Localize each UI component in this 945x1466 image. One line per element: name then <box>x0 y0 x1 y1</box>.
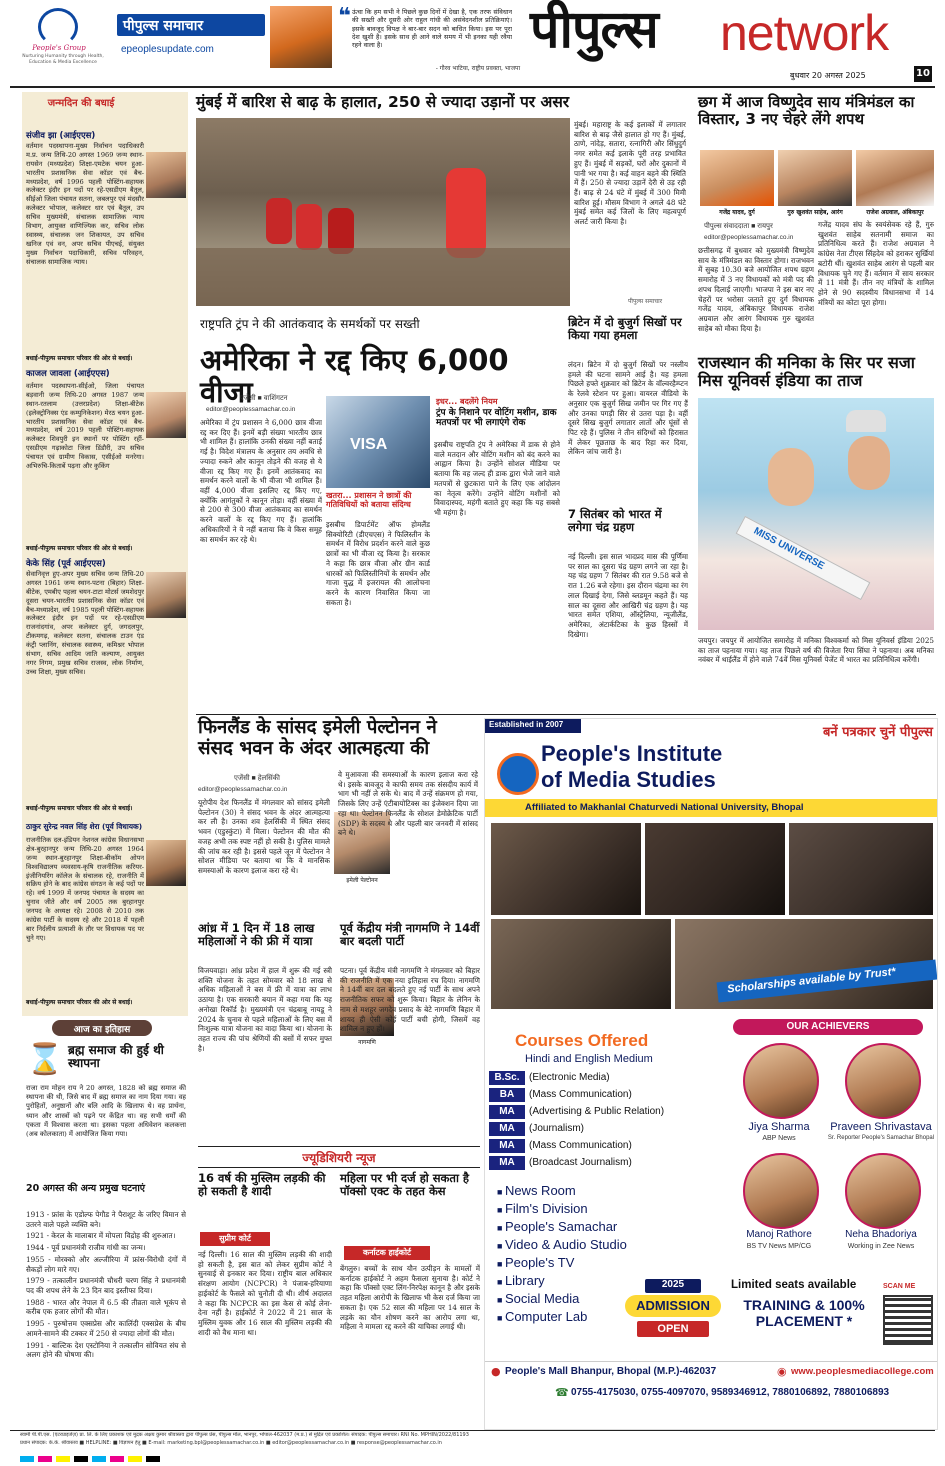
color-swatch <box>92 1456 106 1462</box>
join-call-text: बनें पत्रकार चुनें पीपुल्स <box>823 725 933 740</box>
trump-headline: अमेरिका ने रद्द किए 6,000 वीजा <box>200 343 509 410</box>
birthday-footer: बधाई-पीपुल्स समाचार परिवार की ओर से बधाई। <box>26 545 133 552</box>
facility-item: ■ Social Media <box>497 1291 707 1306</box>
crown-shape <box>846 410 886 432</box>
person-photo <box>146 840 186 886</box>
course-row <box>489 1071 729 1088</box>
course-row <box>489 1156 729 1173</box>
miss-universe-text: जयपुर। जयपुर में आयोजित समारोह में मनिका विश्वकर्मा को मिस यूनिवर्स इंडिया 2025 का ताज पहनाया गया। यह ताज पिछले वर्ष की विजेता रिया सिंघा ने पहनाया। अब मनिका नवंबर में थाईलैंड में होने वाले 74वें मिस यूनिवर्स पेजेंट में भारत का प्रतिनिधित्व करेंगी। <box>698 636 934 665</box>
history-header <box>52 1020 152 1036</box>
finland-headline: फिनलैंड के सांसद इमेली पेल्टोनन ने संसद भवन के अंदर आत्महत्या की <box>198 717 437 759</box>
phone-numbers[interactable]: 0755-4175030, 0755-4097070, 9589346912, 7880106892, 7880106893 <box>571 1387 890 1398</box>
affiliation-text: Affiliated to Makhanlal Chaturvedi National University, Bhopal <box>525 802 804 813</box>
miss-universe-headline: राजस्थान की मनिका के सिर पर सजा मिस यूनिवर्स इंडिया का ताज <box>698 353 915 390</box>
cabinet-text-continued: गजेंद्र यादव संघ के स्वयंसेवक रहे हैं, गुरु खुशवंत साहेब सतनामी समाज का प्रतिनिधित्व करते हैं। राजेश अग्रवाल ने कांग्रेस नेता टीएस सिंहदेव को हराकर सुर्खियां बटोरी थीं। खुशवंत साहेब आरंग से पहली बार विधायक चुने गए हैं। वर्तमान में साय सरकार में 11 मंत्री हैं। तीन नए मंत्रियों के शामिल होने से 90 सदस्यीय विधानसभा में 14 मंत्रियों का कोटा पूरा होगा। <box>818 220 934 307</box>
course-title: (Electronic Media) <box>529 1072 610 1083</box>
judiciary-banner <box>198 1146 480 1168</box>
limited-seats: Limited seats available <box>731 1279 857 1291</box>
course-degree: BA <box>489 1088 525 1102</box>
birthday-person-name: संजीव झा (आईएएस) <box>26 131 96 141</box>
birthday-person-name: काजल जावला (आईएएस) <box>26 369 110 379</box>
color-swatch <box>128 1456 142 1462</box>
event-item: 1913 - फ्रांस के एडोल्फ पेगौड ने पैराशूट के जरिए विमान से उतरने वाले पहले व्यक्ति बने। <box>26 1210 186 1229</box>
mumbai-headline: मुंबई में बारिश से बाढ़ के हालात, 250 से ज्यादा उड़ानों पर असर <box>196 93 570 111</box>
achiever-role: BS TV News MP/CG <box>746 1243 812 1250</box>
andhra-text: विजयवाड़ा। आंध्र प्रदेश में हाल में शुरू की गई स्त्री शक्ति योजना के तहत सोमवार को 18 लाख से अधिक महिलाओं ने बस में फ्री में यात्रा का लाभ उठाया है। एक सरकारी बयान में कहा गया कि यह अनोखा रिकॉर्ड है। मुख्यमंत्री एन चंद्रबाबू नायडू ने 2024 के चुनाव से पहले महिलाओं के लिए बस में निःशुल्क यात्रा योजना का वादा किया था। योजना के तहत राज्य की पांच श्रेणियों की बसों में सफर मुफ्त है। <box>198 966 332 1053</box>
trump-side-text: इसबीच राष्ट्रपति ट्रंप ने अमेरिका में डाक से होने वाले मतदान और वोटिंग मशीन को बंद करने का आह्वान किया है। उन्होंने सोशल मीडिया पर बताया कि वह जल्द ही डाक द्वारा भेजे जाने वाले मतपत्रों से छुटकारा पाने के लिए एक आंदोलन का नेतृत्व करेंगे। उन्होंने वोटिंग मशीनों को विवादास्पद, महंगी बताते हुए कहा कि यह सबसे भी महंगा है। <box>434 440 560 518</box>
quote-text: ऊंचा कि हम सभी ने पिछले कुछ दिनों में देखा है, एक तरफ संविधान की सख्ती और दूसरी ओर राहुल गांधी की असंवेदनशील प्रतिक्रियाएं। इसके बावजूद विपक्ष ने बार-बार सदन को बाधित किया। इस पर पूरा देश खुशी है। इसके साथ ही आने वाले समय में भी इनका यही रवैया रहने वाला है। <box>352 8 512 50</box>
face-shape <box>848 436 890 490</box>
facility-item: ■ Video & Audio Studio <box>497 1237 707 1252</box>
course-title: (Mass Communication) <box>529 1089 632 1100</box>
camera-photo <box>789 823 933 915</box>
masthead-rule <box>10 86 935 88</box>
history-title: ब्रह्म समाज की हुई थी स्थापना <box>68 1043 164 1071</box>
pocso-headline: महिला पर भी दर्ज हो सकता है पॉक्सो एक्ट के तहत केस <box>340 1171 470 1198</box>
paper-name-badge <box>117 14 265 36</box>
peoples-group-logo <box>38 8 78 46</box>
footer-imprint: स्वामी पी.पी.एस. (एंटरप्राइजेज़) प्रा. लि. के लिए प्रकाशक एवं मुद्रक अक्षय कुमार श्रीवास्तव द्वारा पीपुल्स प्रेस, पीपुल्स मॉल, भानपुर, भोपाल-462037 (म.प्र.) से मुद्रित एवं प्रकाशित। संपादक: पीपुल्स समाचार। RNI No. MPHIN/2022/81193 <box>20 1432 469 1438</box>
website-link[interactable]: epeoplesupdate.com <box>121 44 214 55</box>
achiever-role: Working in Zee News <box>847 1243 915 1250</box>
color-swatch <box>20 1456 34 1462</box>
phone-bar <box>485 1383 937 1405</box>
muslim-marriage-text: नई दिल्ली। 16 साल की मुस्लिम लड़की की शादी हो सकती है, इस बात को लेकर सुप्रीम कोर्ट ने सुनवाई से इनकार कर दिया। राष्ट्रीय बाल अधिकार संरक्षण आयोग (NCPCR) ने पंजाब-हरियाणा हाईकोर्ट के फैसले को चुनौती दी थी। शीर्ष अदालत ने कहा कि NCPCR का इस केस से कोई लेना-देना नहीं है। हाईकोर्ट ने 2022 में 21 साल के मुस्लिम युवक और 16 साल की मुस्लिम लड़की की शादी को वैध माना था। <box>198 1250 332 1337</box>
muslim-marriage-headline: 16 वर्ष की मुस्लिम लड़की की हो सकती है शादी <box>198 1171 326 1198</box>
admission-badge[interactable] <box>625 1279 721 1349</box>
trump-text: अमेरिका में ट्रंप प्रशासन ने 6,000 छात्र वीजा रद्द कर दिए हैं। इनमें बड़ी संख्या भारतीय छात्र भी शामिल हैं। हालांकि उनकी संख्या नहीं बताई गई है। विदेश मंत्रालय के अनुसार तय अवधि से ज्यादा रुकने और कानून तोड़ने की वजह से ये वीजा रद्द किए गए हैं। इनमें आतंकवाद का समर्थन करने वालों के भी वीजा भी शामिल हैं। वहीं 4,000 वीजा इसलिए रद्द किए गए, क्योंकि आगंतुकों ने कानून तोड़ा। वहीं संख्या में से 200 से 300 वीजा आतंकवाद का समर्थन करने वालों के रद्द किए गए हैं। हालांकि अधिकारियों ने ये नहीं बताया कि वे किस समूह का समर्थन कर रहे थे। <box>200 418 322 544</box>
events-header: 20 अगस्त की अन्य प्रमुख घटनाएं <box>26 1183 146 1194</box>
visa-photo <box>326 396 430 488</box>
birthday-footer: बधाई-पीपुल्स समाचार परिवार की ओर से बधाई। <box>26 999 133 1006</box>
masthead <box>0 0 945 88</box>
course-row <box>489 1122 729 1139</box>
karnataka-hc-label-text: कर्नाटक हाईकोर्ट <box>362 1248 412 1257</box>
address-bar <box>485 1361 937 1384</box>
minister-caption: गजेंद्र यादव, दुर्ग <box>719 209 755 216</box>
institute-name-line1: People's Institute <box>541 741 723 766</box>
event-item: 1995 - पुरुषोत्तम एक्सप्रेस और कालिंदी एक्सप्रेस के बीच आमने-सामने की टक्कर में 250 से ज्यादा लोगों की मौत। <box>26 1319 186 1338</box>
courses-subheader: Hindi and English Medium <box>525 1053 653 1065</box>
courses-header: Courses Offered <box>515 1031 649 1050</box>
course-title: (Advertising & Public Relation) <box>529 1106 665 1117</box>
trump-warning-kicker: खतरा... प्रशासन ने छात्रों की गतिविधियों को बताया संदिग्ध <box>326 491 412 509</box>
quote-author: - गौरव भाटिया, राष्ट्रीय प्रवक्ता, भाजपा <box>435 65 520 72</box>
minister-photo <box>856 150 934 206</box>
event-item: 1979 - तत्कालीन प्रधानमंत्री चौधरी चरण सिंह ने प्रधानमंत्री पद की शपथ लेने के 23 दिन बाद इस्तीफा दिया। <box>26 1276 186 1296</box>
training-placement: TRAINING & 100% PLACEMENT * <box>743 1297 865 1330</box>
course-title: (Broadcast Journalism) <box>529 1157 632 1168</box>
footer-contact: प्रधान संपादक: के.के. श्रीवास्तव ■ HELPLINE: ■ विज्ञापन हेतु ■ E-mail: marketing.bpl@peoplessamachar.co.in ■ editor@peoplessamachar.co.in ■ response@peoplessamachar.co.in <box>20 1440 442 1446</box>
supreme-court-label-text: सुप्रीम कोर्ट <box>219 1234 251 1243</box>
birthday-footer: बधाई-पीपुल्स समाचार परिवार की ओर से बधाई। <box>26 355 133 362</box>
face-shape <box>768 448 814 506</box>
course-list <box>489 1071 729 1173</box>
achiever-role: Sr. Reporter People's Samachar Bhopal <box>827 1135 935 1141</box>
course-degree: MA <box>489 1139 525 1153</box>
facility-item: ■ People's Samachar <box>497 1219 707 1234</box>
globe-icon: ◉ <box>777 1365 787 1378</box>
established-text: Established in 2007 <box>489 720 564 729</box>
finland-byline: एजेंसी ■ हेलसिंकी <box>234 775 280 782</box>
finland-text: यूरोपीय देश फिनलैंड में मंगलवार को सांसद इमेली पेल्टोनन (30) ने संसद भवन के अंदर आत्महत्या कर ली है। उनका शव हेलसिंकी में स्थित संसद भवन (एडुस्कुंटा) में मिला। पेल्टोनन की मौत की वजह अभी तक स्पष्ट नहीं हो सकी है। पुलिस मामले की जांच कर रही है। इससे पहले जून में पेल्टोनन ने सोशल मीडिया पर बताया था कि वे मानसिक समस्याओं के कारण इलाज करा रहे थे। <box>198 798 330 876</box>
birthday-person-text: सेवानिवृत्त हुए-अपर मुख्य सचिव जन्म तिथि-20 अगस्त 1961 जन्म स्थान-पटना (बिहार) शिक्षा-बीटेक, एमबीए पहला चयन-टाटा मोटर्स जमशेदपुर दूसरा चयन-भारतीय प्रशासनिक सेवा कॉडर एवं बैच-मध्यप्रदेश, वर्ष 1985 पहली पोस्टिंग-सहायक कलेक्टर इंदौर इन पदों पर रहे-एसडीएम राजनांदगांव, अपर कलेक्टर दुर्ग, जगदलपुर, टीकमगढ़, कलेक्टर सतना, संचालक टाउन एंड कंट्री प्लानिंग, संचालक स्वास्थ्य, कमिश्नर भोपाल संभाग, सचिव आदिम जाति कल्याण, आयुक्त नगर निगम, प्रमुख सचिव राजस्व, लोक निर्माण, उच्च शिक्षा, मुख्य सचिव। <box>26 570 144 676</box>
achiever-photo <box>845 1043 921 1119</box>
achievers-header-text: OUR ACHIEVERS <box>786 1021 870 1032</box>
achiever-name: Manoj Rathore <box>746 1229 812 1240</box>
paper-name: पीपुल्स समाचार <box>123 18 204 34</box>
course-degree: MA <box>489 1156 525 1170</box>
facility-item: ■ Library <box>497 1273 707 1288</box>
admission-open: OPEN <box>637 1321 709 1337</box>
color-swatch <box>146 1456 160 1462</box>
achiever-name: Neha Bhadoriya <box>845 1229 917 1240</box>
history-text: राजा राम मोहन राय ने 20 अगस्त, 1828 को ब्रह्म समाज की स्थापना की थी, जिसे बाद में ब्रह्म समाज का नाम दिया गया। वह पुरोहितों, अनुष्ठानों और बलि आदि के खिलाफ थे। वह प्रार्थना, ध्यान और शास्त्रों को पढ़ने पर केंद्रित था। वह सभी धर्मों की एकता में विश्वास करता था। इसका पहला अधिवेशन कलकत्ता (अब कोलकाता) में आयोजित किया गया। <box>26 1084 186 1138</box>
achiever-role: ABP News <box>762 1135 796 1142</box>
events-section <box>22 1182 188 1432</box>
birthday-person-text: राजनीतिक दल-इंडियन नेशनल कांग्रेस विधानसभा क्षेत्र-बुरहानपुर जन्म तिथि-20 अगस्त 1964 जन्म स्थान-बुरहानपुर शिक्षा-बीकॉम ओपन विश्वविद्यालय व्यवसाय-कृषि राजनीतिक करियर-इंजीनियरिंग कॉलेज के संचालक रहे, राजनीति में सक्रिय होने के बाद कांग्रेस संगठन के कई पदों पर रहे। वर्ष 1999 में जनपद पंचायत के सदस्य का चुनाव जीते और वर्ष 2005 तक बुरहानपुर जनपद के अध्यक्ष रहे। 2008 से 2010 तक कांग्रेस पार्टी के सदस्य रहे और 2018 में पहली बार निर्दलीय प्रत्याशी के तौर पर विधायक पद पर चुने गए। <box>26 836 144 942</box>
eclipse-text: नई दिल्ली। इस साल भादप्रद मास की पूर्णिमा पर साल का दूसरा चंद्र ग्रहण लगने जा रहा है। यह चंद्र ग्रहण 7 सितंबर की रात 9.58 बजे से रात 1.26 बजे रहेगा। इस दौरान चंद्रमा का रंग लाल दिखाई देगा, जिसे ब्लडमून कहते हैं। यह साल का दूसरा और आखिरी चंद्र ग्रहण है। यह भारत समेत एशिया, ऑस्ट्रेलिया, न्यूजीलैंड, अमेरिका, अंटार्कटिका के कुछ हिस्सों में दिखेगा। <box>568 552 688 639</box>
sash-text: MISS UNIVERSE <box>751 525 827 573</box>
achiever-name: Praveen Shrivastava <box>830 1121 932 1133</box>
person-photo <box>146 572 186 618</box>
institute-name-line2: of Media Studies <box>541 767 716 792</box>
trump-side-headline: ट्रंप के निशाने पर वोटिंग मशीन, डाक मतपत्रों पर भी लगाएंगे रोक <box>436 408 557 429</box>
bihar-photo-caption: नागमणि <box>358 1039 376 1046</box>
color-swatch <box>38 1456 52 1462</box>
finland-photo-caption: इमेली पेल्टोनन <box>346 877 378 884</box>
trump-byline: एजेंसी ■ वाशिंगटन <box>240 395 288 402</box>
institute-logo <box>497 753 539 795</box>
print-color-bar <box>20 1447 320 1453</box>
course-title: (Mass Communication) <box>529 1140 632 1151</box>
gas-cylinder-shape <box>296 204 322 250</box>
studio-photo <box>491 823 641 915</box>
hourglass-icon: ⌛ <box>26 1042 64 1077</box>
eclipse-headline: 7 सितंबर को भारत में लगेगा चंद्र ग्रहण <box>568 507 662 534</box>
visa-text-shape: VISA <box>350 436 388 453</box>
facility-item: ■ Film's Division <box>497 1201 707 1216</box>
achiever-photo <box>845 1153 921 1229</box>
quote-mark-icon: ❝ <box>338 4 351 29</box>
masthead-title-hindi: पीपुल्स <box>530 0 658 60</box>
scan-label: SCAN ME <box>883 1283 916 1290</box>
minister-photo <box>700 150 774 206</box>
event-item: 1991 - बाल्टिक देश एस्टोनिया ने तत्कालीन सोवियत संघ से अलग होने की घोषणा की। <box>26 1340 186 1360</box>
trump-email: editor@peoplessamachar.co.in <box>206 406 296 413</box>
event-item: 1988 - भारत और नेपाल में 6.5 की तीव्रता वाले भूकंप से करीब एक हजार लोगों की मौत। <box>26 1297 186 1317</box>
classroom-photo <box>645 823 785 915</box>
flood-water-shape <box>196 248 570 306</box>
bihar-text: पटना। पूर्व केंद्रीय मंत्री नागमणि ने मंगलवार को बिहार की राजनीति में एक नया इतिहास रच दिया। नागमणि ने 14वीं बार दल बदलते हुए नई पार्टी के साथ अपने राजनीतिक सफर को शुरू किया। बिहार के लेनिन के नाम से मशहूर जगदेव प्रसाद के बेटे नागमणि बिहार में शायद ही ऐसी कोई पार्टी बची होगी, जिसमें वह शामिल न हुए हों। <box>340 966 480 1034</box>
address-text: People's Mall Bhanpur, Bhopal (M.P.)-462037 <box>505 1366 717 1377</box>
lab-photo <box>491 919 671 1009</box>
event-item: 1921 - केरल के मालाबार में मोपला विद्रोह की शुरुआत। <box>26 1231 176 1241</box>
birthday-footer: बधाई-पीपुल्स समाचार परिवार की ओर से बधाई। <box>26 805 133 812</box>
person-photo <box>146 392 186 438</box>
birthday-sidebar <box>22 92 188 1016</box>
facility-item: ■ People's TV <box>497 1255 707 1270</box>
bihar-headline: पूर्व केंद्रीय मंत्री नागमणि ने 14वीं बार बदली पार्टी <box>340 921 480 948</box>
birthday-person-name: केके सिंह (पूर्व आईएएस) <box>26 559 106 569</box>
pocso-text: बेंगलुरु। बच्चों के साथ यौन उत्पीड़न के मामलों में कर्नाटक हाईकोर्ट ने अहम फैसला सुनाया है। कोर्ट ने कहा कि पॉक्सो एक्ट लिंग-निरपेक्ष कानून है और इसके तहत महिला आरोपी के खिलाफ भी केस दर्ज किया जा सकता है। एक 52 साल की महिला पर 14 साल के लड़के का यौन शोषण करने का आरोप लगा था, महिला ने मामला रद्द करने की याचिका लगाई थी। <box>340 1264 480 1332</box>
facility-item: ■ News Room <box>497 1183 707 1198</box>
cabinet-email: editor@peoplessamachar.co.in <box>704 234 794 241</box>
admission-year: 2025 <box>645 1279 701 1293</box>
minister-caption: राजेश अग्रवाल, अंबिकापुर <box>866 209 924 216</box>
affiliation-banner <box>485 799 937 817</box>
admission-label: ADMISSION <box>625 1295 721 1317</box>
karnataka-hc-label <box>344 1246 430 1260</box>
course-degree: B.Sc. <box>489 1071 525 1085</box>
spokesperson-photo <box>270 6 332 68</box>
group-tagline: Nurturing Humanity through Health, Education & Media Excellence <box>22 54 104 65</box>
mumbai-text: मुंबई। महाराष्ट्र के कई इलाकों में लगातार बारिश से बाढ़ जैसे हालात हो गए हैं। मुंबई, ठाणे, नांदेड़, सतारा, रत्नागिरी और सिंधुदुर्ग नगर समेत कई इलाके पूरी तरह प्रभावित हुए हैं। मुंबई में सड़कों, घरों और दुकानों में पानी भर गया है। कई वाहन बहने की स्थिति में हैं। 250 से ज्यादा उड़ानें देरी से उड़ रही हैं। बाढ़ से 24 घंटे में मुंबई में 300 मिमी बारिश हुई। मौसम विभाग ने अगले 48 घंटे मुंबई समेत कई जिलों के लिए महत्वपूर्ण अलर्ट जारी किया है। <box>574 120 686 227</box>
event-item: 1955 - मोरक्को और अल्जीरिया में फ्रांस-विरोधी दंगों में सैकड़ों लोग मारे गए। <box>26 1254 186 1274</box>
qr-code-icon[interactable] <box>883 1295 933 1345</box>
birthday-person-text: वर्तमान पदस्थापना-मुख्य निर्वाचन पदाधिकारी म.प्र. जन्म तिथि-20 अगस्त 1969 जन्म स्थान-रायसेन (मध्यप्रदेश) शिक्षा-एमटेक चयन हुआ-भारतीय प्रशासनिक सेवा कॉडर एवं बैच-मध्यप्रदेश, वर्ष 1996 पहली पोस्टिंग-सहायक कलेक्टर इंदौर इन पदों पर रहे-एसडीएम बैतूल, सीईओ जिला पंचायत सतना, जबलपुर एवं मंदसौर कलेक्टर भोपाल, कलेक्टर धार एवं बैतूल, उप सचिव मुख्यमंत्री, संचालक सामाजिक न्याय विभाग, आयुक्त वाणिज्यिक कर, सचिव लोक स्वास्थ्य, संचालक जन शिकायत, उप सचिव खनिज एवं वन, अपर सचिव पीएचई, संयुक्त मुख्य निर्वाचन पदाधिकारी, सचिव परिवहन, संचालक सामाजिक न्याय। <box>26 142 144 266</box>
media-institute-ad <box>484 718 938 1430</box>
course-row <box>489 1088 729 1105</box>
history-header-label: आज का इतिहास <box>73 1025 131 1035</box>
trump-warning-text: इसबीच डिपार्टमेंट ऑफ होमलैंड सिक्योरिटी (डीएचएस) ने फिलिस्तीन के समर्थन में विरोध प्रदर्शन करने वाले कुछ छात्रों का भी वीजा रद्द किया है। सरकार ने कहा कि छात्र वीजा और ग्रीन कार्ड धारकों को फिलिस्तीनियों के समर्थन और गाजा युद्ध में इजरायल की आलोचना करने के कारण निवासित किया जा सकता है। <box>326 520 430 607</box>
trump-kicker: राष्ट्रपति ट्रंप ने की आतंकवाद के समर्थकों पर सख्ती <box>200 317 420 331</box>
andhra-headline: आंध्र में 1 दिन में 18 लाख महिलाओं ने की फ्री में यात्रा <box>198 921 315 948</box>
cabinet-headline: छग में आज विष्णुदेव साय मंत्रिमंडल का विस्तार, 3 नए चेहरे लेंगे शपथ <box>698 93 915 128</box>
minister-caption: गुरु खुशवंत साहेब, आरंग <box>787 209 843 216</box>
sash-shape <box>736 516 871 600</box>
course-title: (Journalism) <box>529 1123 585 1134</box>
events-list <box>26 1210 186 1360</box>
finland-email: editor@peoplessamachar.co.in <box>198 786 288 793</box>
achiever-name: Jiya Sharma <box>748 1121 810 1133</box>
supreme-court-label <box>200 1232 270 1246</box>
course-degree: MA <box>489 1105 525 1119</box>
color-swatch <box>74 1456 88 1462</box>
facility-item: ■ Computer Lab <box>497 1309 707 1324</box>
birthday-header: जन्मदिन की बधाई <box>47 98 115 109</box>
event-item: 1944 - पूर्व प्रधानमंत्री राजीव गांधी का जन्म। <box>26 1243 146 1253</box>
person-figure-shape <box>446 168 486 258</box>
mumbai-credit: पीपुल्स समाचार <box>628 298 663 305</box>
page-number: 10 <box>914 66 932 82</box>
history-section <box>22 1020 188 1184</box>
minister-photo <box>778 150 852 206</box>
trump-side-kicker: इधर... बदलेंगे नियम <box>436 397 498 406</box>
group-name: People's Group <box>32 44 86 52</box>
gas-cylinder-shape <box>266 198 292 244</box>
course-row <box>489 1139 729 1156</box>
college-website-link[interactable]: www.peoplesmediacollege.com <box>791 1366 934 1377</box>
achiever-photo <box>743 1153 819 1229</box>
masthead-title-english: network <box>720 5 889 61</box>
miss-universe-photo <box>698 398 934 630</box>
mumbai-flood-photo <box>196 118 570 306</box>
phone-icon: ☎ <box>555 1386 569 1399</box>
color-swatch <box>56 1456 70 1462</box>
britain-headline: ब्रिटेन में दो बुजुर्ग सिखों पर किया गया हमला <box>568 315 682 342</box>
birthday-person-text: वर्तमान पदस्थापना-सीईओ, जिला पंचायत बड़वानी जन्म तिथि-20 अगस्त 1987 जन्म स्थान-रतलाम (उत्तरप्रदेश) शिक्षा-बीटेक (इलेक्ट्रोनिक्स एंड कम्युनिकेशन) मेरठ चयन हुआ-भारतीय प्रशासनिक सेवा कॉडर एवं बैच-मध्यप्रदेश, वर्ष 2019 पहली पोस्टिंग-सहायक कलेक्टर शिवपुरी इन स्थानों पर पोस्टिंग रहीं-एसडीएम गढ़ाकोटा जिला डिंडौरी, उप सचिव पंचायत एवं ग्रामीण विकास, एसीईओ मनरेगा। अभिरुचि-किताबें पढ़ना और कुकिंग <box>26 382 144 471</box>
section-rule <box>196 714 936 715</box>
cabinet-text: छत्तीसगढ़ में बुधवार को मुख्यमंत्री विष्णुदेव साय के मंत्रिमंडल का विस्तार होगा। राजभवन में सुबह 10.30 बजे आयोजित शपथ ग्रहण समारोह में 3 नए विधायकों को मंत्री पद की शपथ दिलाई जाएगी। भाजपा ने इस बार नए चेहरों पर भरोसा जताते हुए दुर्ग विधायक गजेंद्र यादव, अंबिकापुर विधायक राजेश अग्रवाल और आरंग विधायक गुरु खुशवंत साहेब को मौका दिया है। <box>698 246 814 333</box>
finland-text-continued: वे मुआवजा की समस्याओं के कारण इलाज करा रहे थे। इसके बावजूद वे काफी समय तक संसदीय कार्य में भाग भी नहीं ले सके थे। बाद में उन्हें संक्रमण हो गया, जिसके लिए उन्हें एंटीबायोटिक्स का इंजेक्शन दिया जा रहा था। पेल्टोनन फिनलैंड के सोशल डेमोक्रेटिक पार्टी (SDP) के सदस्य थे और पहली बार जनवरी में सांसद बने थे। <box>338 770 478 838</box>
footer-rule <box>10 1430 935 1431</box>
birthday-person-name: ठाकुर सुरेन्द्र नवल सिंह शेरा (पूर्व विधायक) <box>26 822 143 831</box>
issue-date: बुधवार 20 अगस्त 2025 <box>790 71 866 80</box>
britain-text: लंदन। ब्रिटेन में दो बुजुर्ग सिखों पर नस्लीय हमले की घटना सामने आई है। यह हमला पिछले हफ्ते शुक्रवार को ब्रिटेन के वॉल्वरहैम्प्टन के रेलवे स्टेशन पर हुआ। वायरल वीडियो के अनुसार एक बुजुर्ग सिख जमीन पर गिर गए हैं और उनका पगड़ी सिर से उतरा पड़ा है। वहीं दूसरे सिख बुजुर्ग लगातार लातों और घूंसों से पिट रहे हैं। पुलिस ने तीन संदिग्धों को हिरासत में लेकर पूछताछ के बाद रिहा कर दिया, लेकिन जांच जारी है। <box>568 360 688 457</box>
color-swatch <box>110 1456 124 1462</box>
scholarship-text: Scholarships available by Trust* <box>726 965 897 996</box>
judiciary-banner-label: ज्यूडिशियरी न्यूज <box>302 1151 376 1165</box>
course-row <box>489 1105 729 1122</box>
cabinet-byline: पीपुल्स संवाददाता ■ रायपुर <box>704 223 773 230</box>
location-pin-icon: ● <box>491 1365 501 1378</box>
achievers-header <box>733 1019 923 1035</box>
established-badge <box>485 719 581 733</box>
person-photo <box>146 152 186 198</box>
achiever-photo <box>743 1043 819 1119</box>
course-degree: MA <box>489 1122 525 1136</box>
